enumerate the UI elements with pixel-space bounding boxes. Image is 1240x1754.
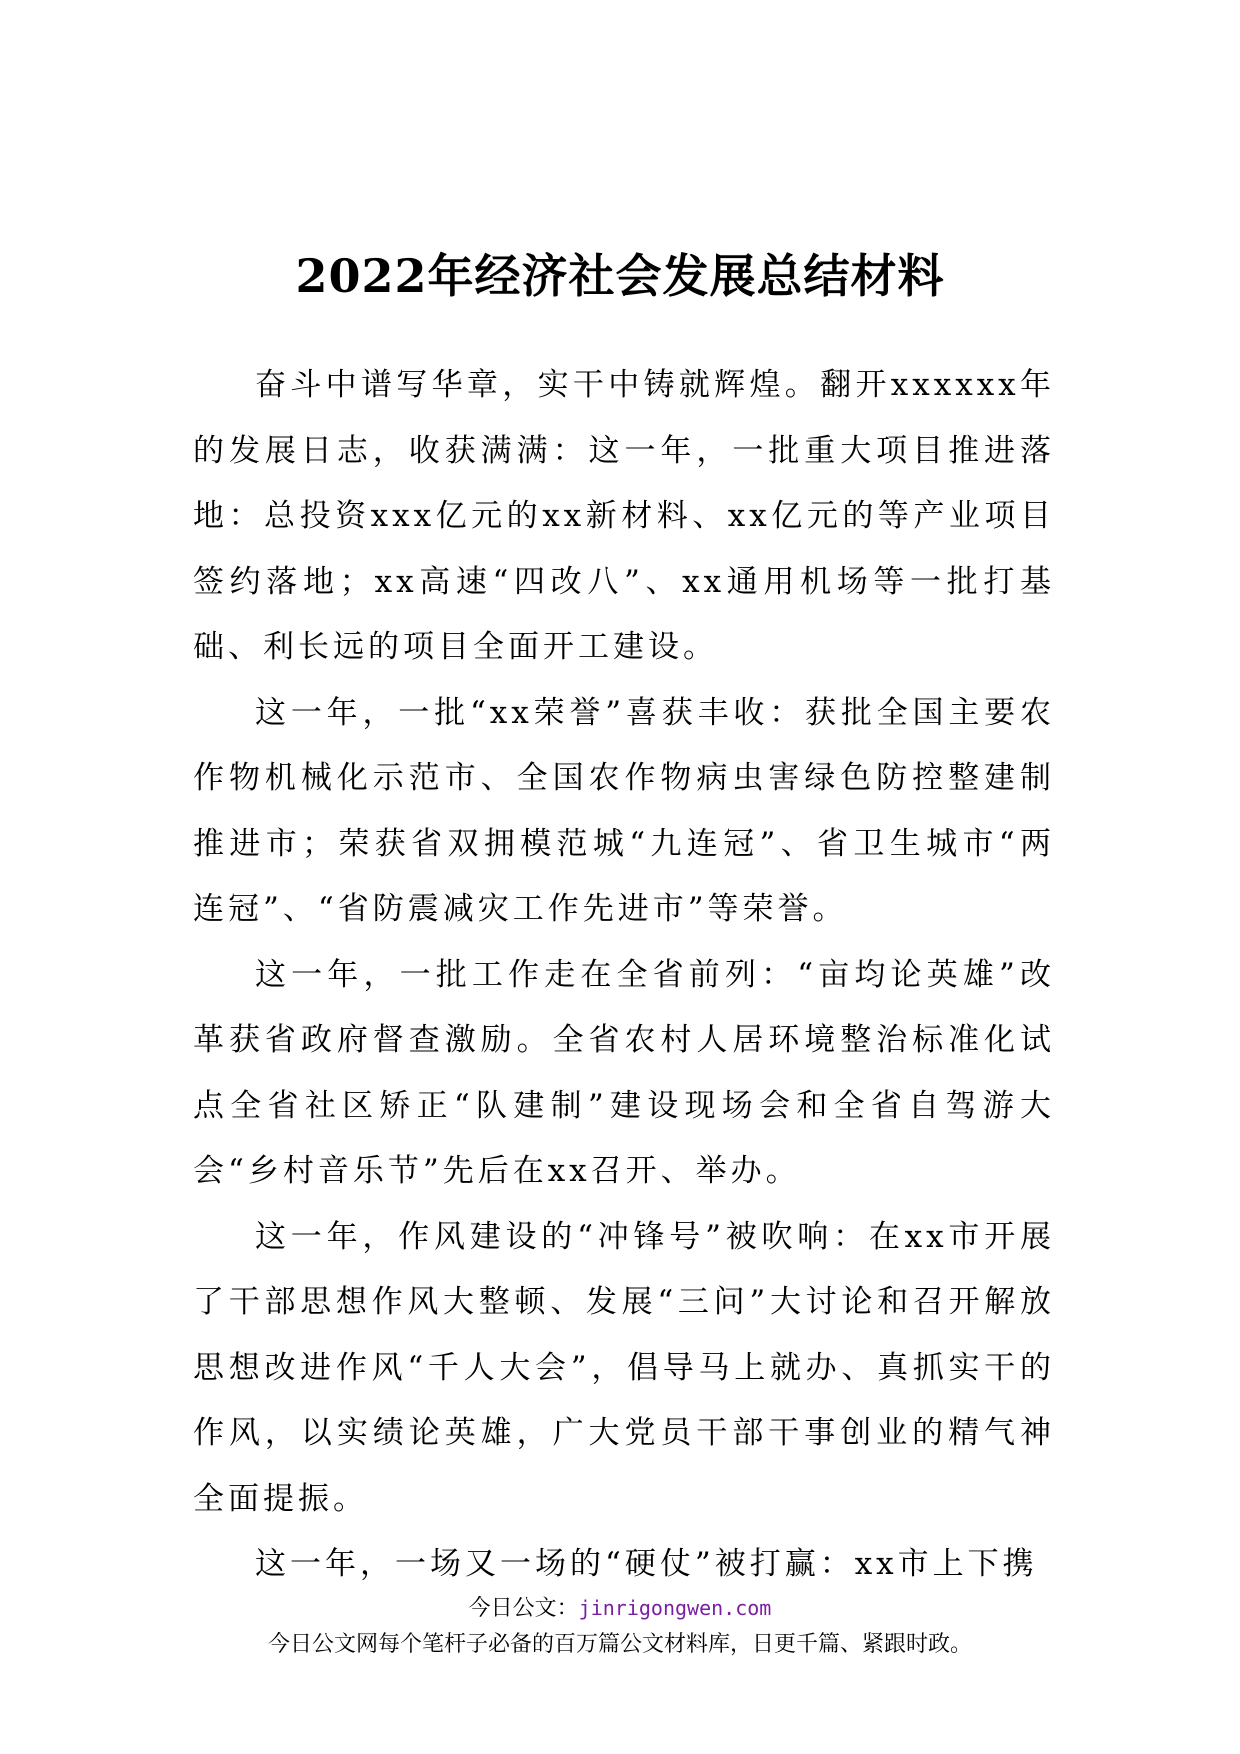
paragraph: 奋斗中谱写华章，实干中铸就辉煌。翻开xxxxxx年的发展日志，收获满满：这一年，一批重大项目推进落地：总投资xxx亿元的xx新材料、xx亿元的等产业项目签约落地；xx高速“四改八”、xx通用机场等一批打基础、利长远的项目全面开工建设。 xyxy=(193,367,1055,665)
paragraph: 这一年，一批“xx荣誉”喜获丰收：获批全国主要农作物机械化示范市、全国农作物病虫害绿色防控整建制推进市；荣获省双拥模范城“九连冠”、省卫生城市“两连冠”、“省防震减灾工作先进市”等荣誉。 xyxy=(193,694,1055,927)
footer-site-link[interactable]: jinrigongwen.com xyxy=(578,1596,772,1620)
footer-source xyxy=(0,1593,1240,1624)
paragraph: 这一年，作风建设的“冲锋号”被吹响：在xx市开展了干部思想作风大整顿、发展“三问”大讨论和召开解放思想改进作风“千人大会”，倡导马上就办、真抓实干的作风，以实绩论英雄，广大党员干部干事创业的精气神全面提振。 xyxy=(193,1218,1055,1517)
footer-tagline: 今日公文网每个笔杆子必备的百万篇公文材料库，日更千篇、紧跟时政。 xyxy=(267,1632,972,1657)
paragraph: 这一年，一场又一场的“硬仗”被打赢：xx市上下携 xyxy=(255,1546,1038,1582)
paragraph: 这一年，一批工作走在全省前列：“亩均论英雄”改革获省政府督查激励。全省农村人居环境整治标准化试点全省社区矫正“队建制”建设现场会和全省自驾游大会“乡村音乐节”先后在xx召开、举办。 xyxy=(193,956,1055,1189)
document-title: 2022年经济社会发展总结材料 xyxy=(295,248,945,303)
footer-site-label: 今日公文： xyxy=(468,1596,579,1621)
document-body xyxy=(193,353,1055,1598)
